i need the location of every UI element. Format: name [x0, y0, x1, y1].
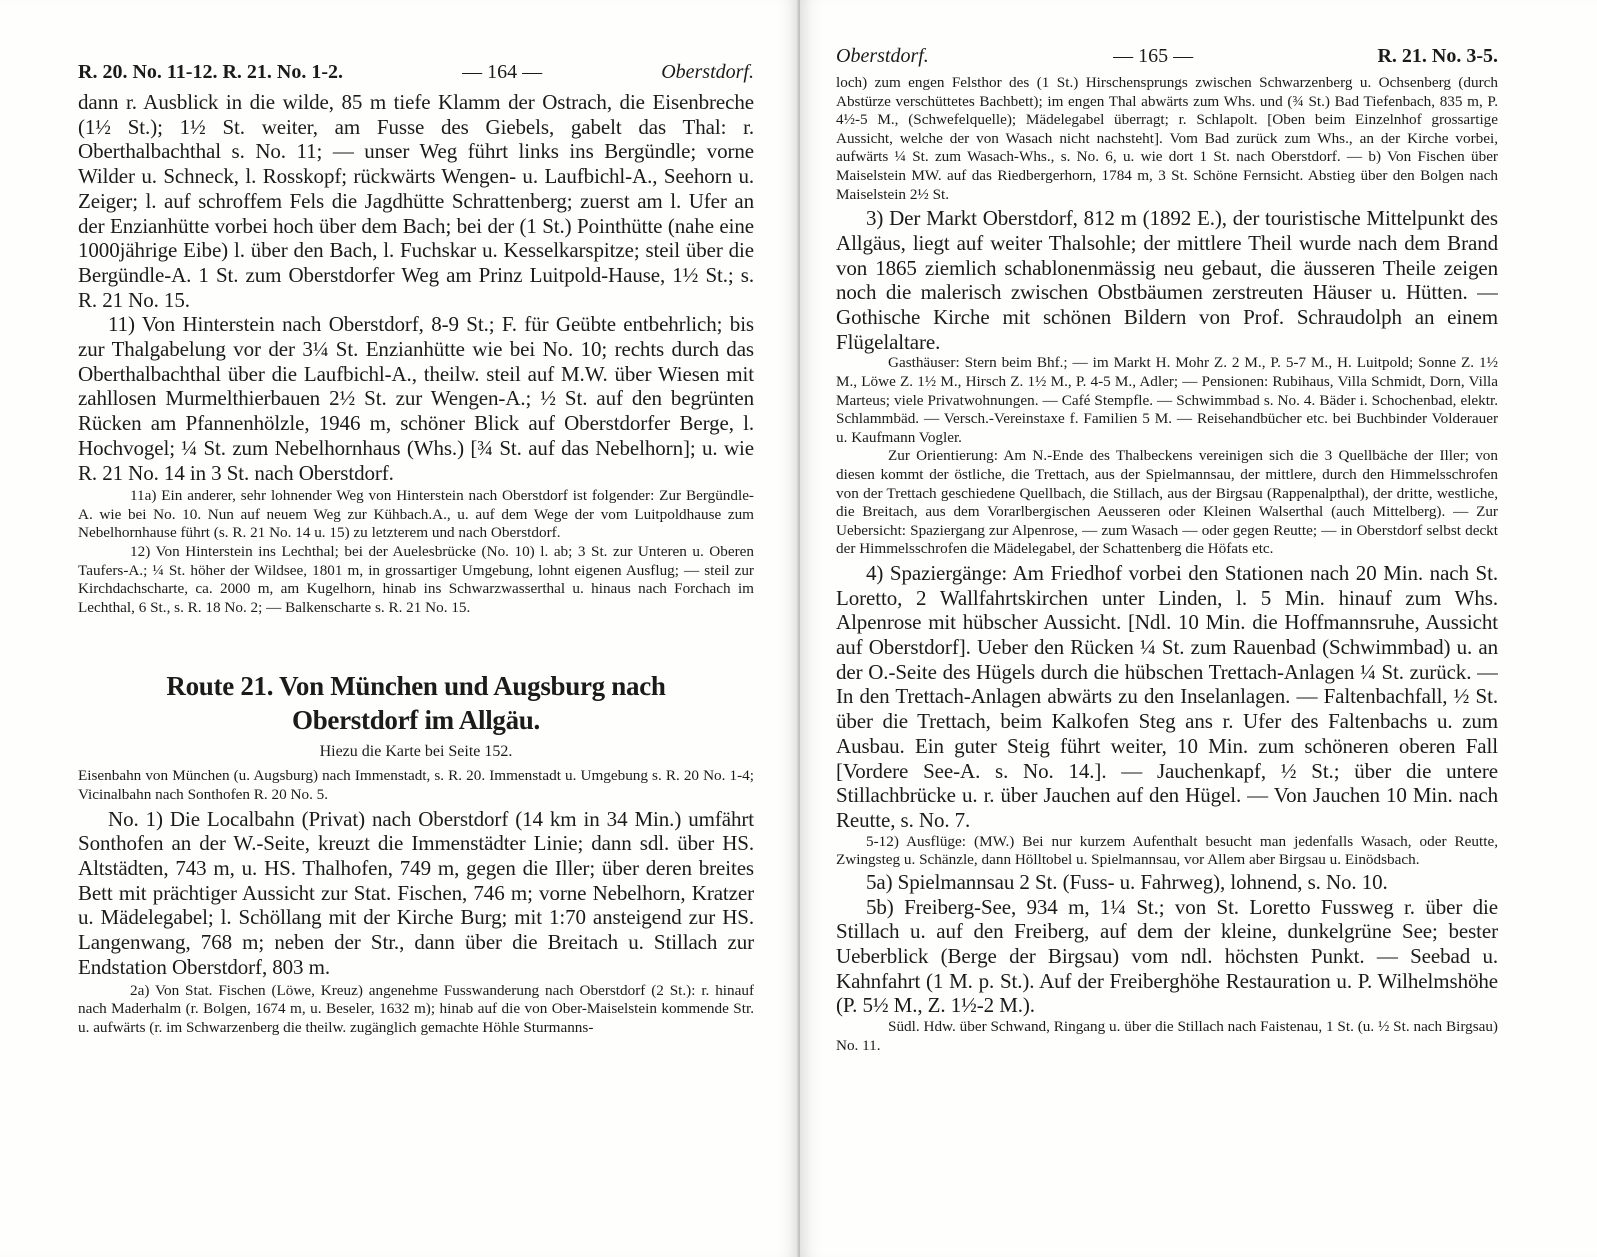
route-title-line1: Route 21. Von München und Augsburg nach [166, 671, 666, 702]
route-map-note: Hiezu die Karte bei Seite 152. [319, 743, 513, 761]
paragraph-route-12: 12) Von Hinterstein ins Lechthal; bei der Auelesbrücke (No. 10) l. ab; 3 St. zur Unteren u. Oberen Taufers-A.; ¼ St. höher der Wildsee, 1801 m, in grossartiger Umgebung, lohnt eigenen Ausflug; — steil zur Kirchdachscharte, ca. 2000 m, am Kugelhorn, hinab ins Schwarzwasserthal u. hinaus nach Forchach im Lechthal, 6 St., s. R. 18 No. 2; — Balkenscharte s. R. 21 No. 15. [78, 543, 754, 616]
paragraph-continuation: dann r. Ausblick in die wilde, 85 m tiefe Klamm der Ostrach, die Eisenbreche (1½ St.); 1½ St. weiter, am Fusse des Giebels, gabelt das Thal: r. Oberthalbachthal s. No. 11; — unser Weg führt links ins Bergündle; vorne Wilder u. Schneck, l. Rosskopf; rückwärts Wengen- u. Laufbichl-A., Seehorn u. Zeiger; l. auf schroffem Fels die Jagdhütte Schrattenberg; zuerst am l. Ufer an der Enzianhütte vorbei hoch über dem Bach; bei der (1 St.) Pointhütte (nahe eine 1000jährige Eibe) l. über den Bach, l. Fuchskar u. Kesselkarspitze; steil über die Bergündle-A. 1 St. zum Oberstdorfer Weg am Prinz Luitpold-Hause, 1½ St.; s. R. 21 No. 15. [78, 90, 754, 312]
paragraph-no3-oberstdorf: 3) Der Markt Oberstdorf, 812 m (1892 E.), der touristische Mittelpunkt des Allgäus, liegt auf weiter Thalsohle; der mittlere Theil wurde nach dem Brand von 1865 ziemlich schablonenmässig neu gebaut, die äusseren Theile zeigen noch die malerisch zwischen Obstbäumen zerstreuten Häuser u. Hütten. — Gothische Kirche mit schönen Bildern von Prof. Schraudolph an einem Flügelaltare. [836, 206, 1498, 354]
left-running-head [78, 58, 754, 86]
route-title-line2: Oberstdorf im Allgäu. [292, 705, 540, 736]
left-page-number: — 164 — [462, 61, 543, 83]
left-route-ref: R. 20. No. 11-12. R. 21. No. 1-2. [78, 61, 343, 83]
paragraph-no5-12-ausfluege: 5-12) Ausflüge: (MW.) Bei nur kurzem Aufenthalt besucht man jedenfalls Wasach, oder Reutte, Zwingsteg u. Schänzle, dann Hölltobel u. Spielmannsau, vor Allem aber Birgsau u. Einödsbach. [836, 832, 1498, 869]
paragraph-no1: No. 1) Die Localbahn (Privat) nach Oberstdorf (14 km in 34 Min.) umfährt Sonthofen an der W.-Seite, kreuzt die Immenstädter Linie; dann sdl. über HS. Altstädten, 743 m, u. HS. Thalhofen, 749 m, gegen die Iller; über deren breites Bett mit prächtiger Aussicht zur Stat. Fischen, 746 m; vorne Nebelhorn, Kratzer u. Mädelegabel; l. Schöllang mit der Kirche Burg; mit 1:70 ansteigend zur HS. Langenwang, 768 m; neben der Str., dann über die Breitach u. Stillach zur Endstation Oberstdorf, 803 m. [78, 806, 754, 979]
paragraph-orientierung: Zur Orientierung: Am N.-Ende des Thalbeckens vereinigen sich die 3 Quellbäche der Iller; von diesen kommt der östliche, die Trettach, aus der Spielmannsau, der mittlere, durch den Himmelsschrofen von der Trettach geschiedene Quellbach, die Stillach, aus der Birgsau (Rappenalpthal), der dritte, westliche, die Breitach, aus dem Vorarlbergischen Aeusseren oder Kleinen Walserthal (auch Mittelberg). — Zur Uebersicht: Spaziergang zur Alpenrose, — zum Wasach — oder gegen Reutte; — in Oberstdorf selbst deckt der Himmelsschrofen die Mädelegabel, der Schattenberg die Höfats etc. [836, 447, 1498, 558]
right-column [836, 42, 1498, 1252]
paragraph-gasthaeuser: Gasthäuser: Stern beim Bhf.; — im Markt H. Mohr Z. 2 M., P. 5-7 M., H. Luitpold; Sonne Z. 1½ M., Löwe Z. 1½ M., Hirsch Z. 1½ M., P. 4-5 M., Adler; — Pensionen: Rubihaus, Villa Schmidt, Dorn, Villa Marteus; viele Privatwohnungen. — Café Stempfle. — Schwimmbad s. No. 4. Bäder i. Schochenbad, elektr. Schlammbäd. — Versch.-Vereinstaxe f. Familien 5 M. — Reisehandbücher etc. bei Buchbinder Volderauer u. Kaufmann Vogler. [836, 354, 1498, 446]
right-route-ref: R. 21. No. 3-5. [1377, 45, 1498, 67]
route-intro: Eisenbahn von München (u. Augsburg) nach Immenstadt, s. R. 20. Immenstadt u. Umgebung s. R. 20 No. 1-4; Vicinalbahn nach Sonthofen R. 20 No. 5. [78, 767, 754, 803]
paragraph-no5a: 5a) Spielmannsau 2 St. (Fuss- u. Fahrweg), lohnend, s. No. 10. [866, 869, 1388, 894]
left-place: Oberstdorf. [661, 61, 754, 83]
route-21-title [78, 669, 754, 737]
paragraph-bottom-note: Südl. Hdw. über Schwand, Ringang u. über die Stillach nach Faistenau, 1 St. (u. ½ St. nach Birgsau) No. 11. [836, 1018, 1498, 1054]
right-page [800, 0, 1597, 1257]
right-place: Oberstdorf. [836, 45, 929, 67]
paragraph-route-11a: 11a) Ein anderer, sehr lohnender Weg von Hinterstein nach Oberstdorf ist folgender: Zur Bergündle-A. wie bei No. 10. Nun auf neuem Weg zur Kühbach.A., u. auf dem Wege der vom Luitpoldhause zum Nebelhornhause führt (s. R. 21 No. 14 u. 15) zu letzterem und nach Oberstdorf. [78, 487, 754, 542]
left-column [78, 58, 754, 1253]
paragraph-no4-spaziergaenge: 4) Spaziergänge: Am Friedhof vorbei den Stationen nach 20 Min. nach St. Loretto, 2 Wallfahrtskirchen unter Linden, l. 5 Min. hinauf zum Whs. Alpenrose mit hübscher Aussicht. [Ndl. 10 Min. die Hoffmannsruhe, Aussicht auf Oberstdorf]. Ueber den Rücken ¼ St. zum Rauenbad (Schwimmbad) u. an der O.-Seite des Hügels durch die hübschen Trettach-Anlagen ¼ St. zurück. — In den Trettach-Anlagen abwärts zu den Inselanlagen. — Faltenbachfall, ½ St. über die Trettach, beim Kalkofen Steg ans r. Ufer des Faltenbachs u. zum Ausbau. Ein guter Steig führt weiter, 10 Min. zum schöneren oberen Fall [Vordere See-A. s. No. 14.]. — Jauchenkapf, ½ St.; über die untere Stillachbrücke u. r. über Jauchen auf den Hügel. — Von Jauchen 10 Min. nach Reutte, s. No. 7. [836, 560, 1498, 832]
paragraph-route-11: 11) Von Hinterstein nach Oberstdorf, 8-9 St.; F. für Geübte entbehrlich; bis zur Thalgabelung vor der 3¼ St. Enzianhütte wie bei No. 10; rechts durch das Oberthalbachthal über die Laufbichl-A., theilw. steil auf M.W. über Wiesen mit zahllosen Murmelthierbauen 2½ St. zur Wengen-A.; ½ St. auf den begrünten Rücken am Pfannenhölzle, 1946 m, schöner Blick auf Oberstdorfer Berge, l. Hochvogel; ¼ St. zum Nebelhornhaus (Whs.) [¾ St. auf das Nebelhorn]; u. wie R. 21 No. 14 in 3 St. nach Oberstdorf. [78, 312, 754, 485]
paragraph-no5b: 5b) Freiberg-See, 934 m, 1¼ St.; von St. Loretto Fussweg r. über die Stillach u. auf den Freiberg, auf dem der kleine, dunkelgrüne See; bester Ueberblick (Berge der Birgsau) vom ndl. höchsten Punkt. — Seebad u. Kahnfahrt (1 M. p. St.). Auf der Freiberghöhe Restauration u. P. Wilhelmshöhe (P. 5½ M., Z. 1½-2 M.). [836, 894, 1498, 1018]
right-running-head [836, 42, 1498, 70]
right-page-number: — 165 — [1113, 45, 1194, 67]
paragraph-no2a: 2a) Von Stat. Fischen (Löwe, Kreuz) angenehme Fusswanderung nach Oberstdorf (2 St.): r. hinauf nach Maderhalm (r. Bolgen, 1674 m, u. Beseler, 1632 m); hinab auf die von Ober-Maiselstein kommende Str. u. aufwärts (r. im Schwarzenberg die theilw. zugänglich gemachte Höhle Sturmanns- [78, 981, 754, 1036]
paragraph-sturmannsloch: loch) zum engen Felsthor des (1 St.) Hirschensprungs zwischen Schwarzenberg u. Ochsenberg (durch Abstürze verschüttetes Bachbett); im engen Thal abwärts zum Whs. und (¾ St.) Bad Tiefenbach, 835 m, P. 4½-5 M., (Schwefelquelle); Mädelegabel überragt; r. Schlapolt. [Oben beim Einzelnhof grossartige Aussicht, welche der von Wasach nicht nachsteht]. Vom Bad zurück zum Whs., an der Kirche vorbei, aufwärts ¼ St. zum Wasach-Whs., s. No. 6, u. wie dort 1 St. nach Oberstdorf. — b) Von Fischen über Maiselstein MW. auf das Riedbergerhorn, 1784 m, 3 St. Schöne Fernsicht. Abstieg über den Bolgen nach Maiselstein 2½ St. [836, 74, 1498, 203]
